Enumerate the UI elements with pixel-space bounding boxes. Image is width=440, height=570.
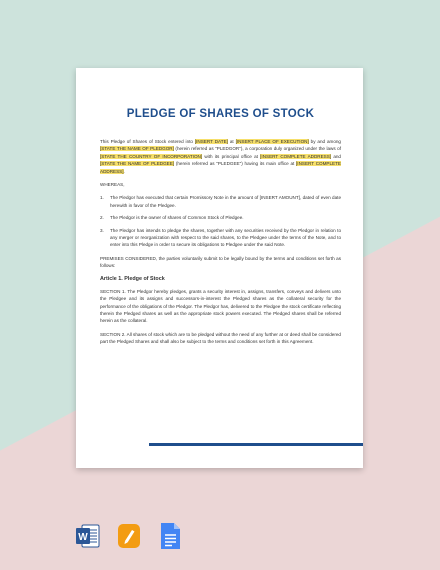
placeholder-field: [STATE THE COUNTRY OF INCORPORATION] <box>100 153 203 159</box>
intro-paragraph <box>100 138 341 175</box>
intro-text: This Pledge of Shares of Stock entered into <box>100 139 195 144</box>
premises-paragraph: PREMISES CONSIDERED, the parties voluntarily submit to be legally bound by the terms and conditions set forth as follows: <box>100 255 341 269</box>
list-number: 2. <box>100 215 104 221</box>
list-number: 3. <box>100 227 104 233</box>
placeholder-field: [INSERT PLACE OF EXECUTION] <box>235 139 309 144</box>
section-2: SECTION 2. All shares of stock which are to be pledged without the need of any further at or deed shall be considered part the Pledged Shares and shall also be subject to the terms and conditions set forth in this Agreement. <box>100 331 341 345</box>
intro-text: and <box>331 153 341 159</box>
svg-text:W: W <box>78 532 88 543</box>
document-page <box>76 68 363 468</box>
list-item <box>100 227 341 249</box>
recitals-list <box>100 194 341 248</box>
list-item <box>100 194 341 209</box>
intro-text: by and among <box>308 139 341 144</box>
intro-text: (herein referred as "PLEDGOR"), a corporation duly organized under the laws of <box>173 146 341 152</box>
intro-text: with its principal office at <box>202 153 261 159</box>
whereas-label: WHEREAS, <box>100 182 125 188</box>
placeholder-field: [INSERT COMPLETE ADDRESS] <box>260 153 332 159</box>
list-number: 1. <box>100 195 104 201</box>
list-text: The Pledgor has intends to pledge the shares, together with any securities received by the Pledgor in relation to any merger or reorganization with respect to the said shares, to the Pledgee under the terms of the Note, and to enter into this Pledge in order to secure its obligations to Pledgee under the said Note. <box>110 227 341 248</box>
article-heading: Article 1. Pledge of Stock <box>100 275 165 282</box>
placeholder-field: [INSERT DATE] <box>194 139 228 144</box>
placeholder-field: [INSERT COMPLETE ADDRESS] <box>100 161 341 174</box>
placeholder-field: [STATE THE NAME OF PLEDGEE] <box>100 161 175 167</box>
list-text: The Pledgor is the owner of shares of Common Stock of Pledgee. <box>110 215 244 221</box>
app-icons <box>76 522 182 550</box>
section-1: SECTION 1. The Pledgor hereby pledges, grants a security interest in, assigns, transfers, conveys and delivers unto the Pledgee and its assigns and successors-in-interest the Pledged shares as the collateral security for the performance of the obligations of the Pledgor. The Pledgor has, delivered to the Pledgee the stock certificate reflecting therein the Pledged shares as well as the appropriate stock powers executed. The Pledged shares shall be referred herein as the collateral. <box>100 288 341 324</box>
intro-text: at <box>227 139 236 144</box>
google-docs-icon[interactable] <box>158 522 182 550</box>
placeholder-field: [STATE THE NAME OF PLEDGOR] <box>100 146 174 152</box>
pages-icon[interactable] <box>117 522 141 550</box>
footer-accent-bar <box>149 443 363 446</box>
intro-text: . <box>123 168 125 174</box>
intro-text: (herein referred as "PLEDGEE") having its main office at <box>174 161 297 167</box>
list-item <box>100 214 341 221</box>
list-text: The Pledgor has executed that certain Promissory Note in the amount of [INSERT AMOUNT], dated of even date herewith in favor of the Pledgee. <box>110 195 341 208</box>
document-title: PLEDGE OF SHARES OF STOCK <box>126 108 315 120</box>
word-icon[interactable] <box>76 522 100 550</box>
